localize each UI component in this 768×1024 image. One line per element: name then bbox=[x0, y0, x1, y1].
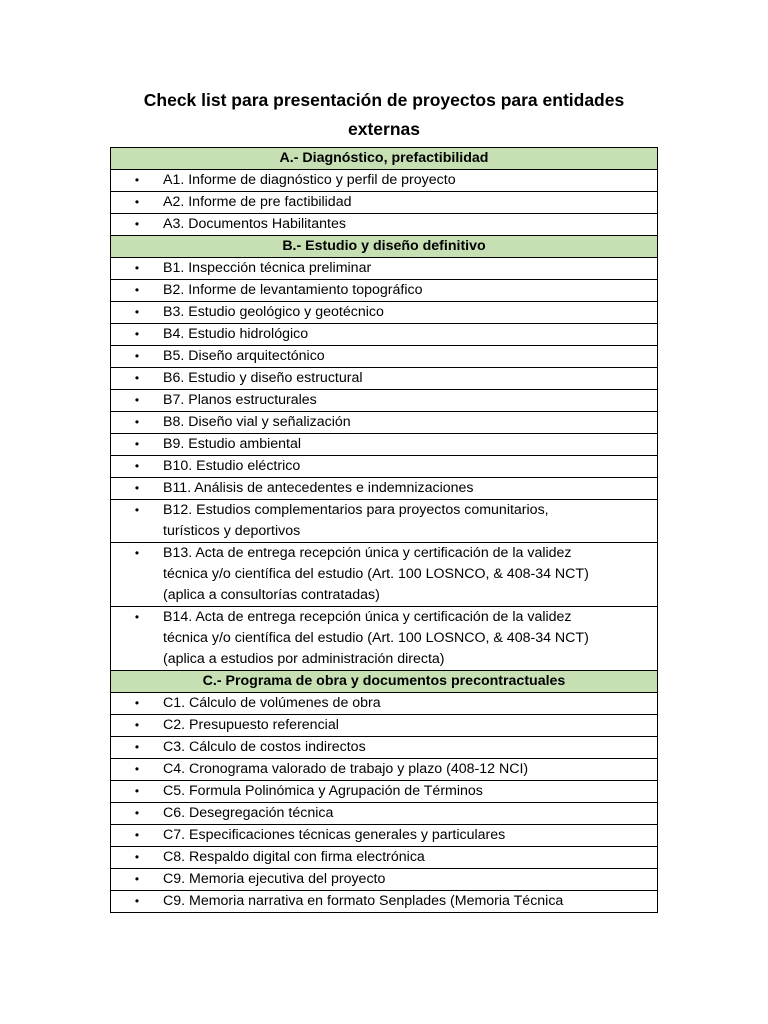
bullet-icon: • bbox=[134, 784, 140, 798]
checklist-item-row bbox=[111, 324, 658, 346]
checklist-item-text bbox=[163, 346, 657, 367]
checklist-item-cell bbox=[111, 803, 658, 825]
checklist-item-cell bbox=[111, 825, 658, 847]
checklist-item-text bbox=[163, 869, 657, 890]
checklist-item-text bbox=[163, 607, 657, 670]
item-text-line: B4. Estudio hidrológico bbox=[163, 326, 309, 342]
item-text-line: A1. Informe de diagnóstico y perfil de proyecto bbox=[163, 172, 456, 188]
checklist-item-text bbox=[163, 170, 657, 191]
checklist-item-row bbox=[111, 737, 658, 759]
checklist-item-row bbox=[111, 759, 658, 781]
section-header-row bbox=[111, 236, 658, 258]
bullet-icon: • bbox=[134, 610, 140, 624]
checklist-item-text bbox=[163, 478, 657, 499]
checklist-item-cell bbox=[111, 324, 658, 346]
checklist-item-row bbox=[111, 803, 658, 825]
checklist-item-text bbox=[163, 324, 657, 345]
checklist-item-row bbox=[111, 280, 658, 302]
checklist-item-cell bbox=[111, 715, 658, 737]
checklist-item-text bbox=[163, 847, 657, 868]
checklist-item-cell bbox=[111, 693, 658, 715]
bullet-icon: • bbox=[134, 481, 140, 495]
title-line-2: externas bbox=[348, 119, 420, 139]
checklist-item-row bbox=[111, 825, 658, 847]
checklist-item-row bbox=[111, 781, 658, 803]
checklist-item-cell bbox=[111, 434, 658, 456]
item-text-line: técnica y/o científica del estudio (Art. 100 LOSNCO, & 408-34 NCT) bbox=[163, 630, 589, 646]
checklist-item-cell bbox=[111, 500, 658, 543]
checklist-item-row bbox=[111, 891, 658, 913]
checklist-item-text bbox=[163, 280, 657, 301]
checklist-item-row bbox=[111, 390, 658, 412]
document-title bbox=[110, 86, 658, 144]
checklist-item-cell bbox=[111, 607, 658, 671]
checklist-item-row bbox=[111, 346, 658, 368]
checklist-item-row bbox=[111, 607, 658, 671]
section-heading: A.- Diagnóstico, prefactibilidad bbox=[111, 148, 658, 170]
checklist-item-text bbox=[163, 825, 657, 846]
checklist-item-row bbox=[111, 715, 658, 737]
bullet-icon: • bbox=[134, 173, 140, 187]
checklist-item-row bbox=[111, 302, 658, 324]
item-text-line: A3. Documentos Habilitantes bbox=[163, 216, 346, 232]
bullet-icon: • bbox=[134, 371, 140, 385]
section-heading: B.- Estudio y diseño definitivo bbox=[111, 236, 658, 258]
checklist-item-text bbox=[163, 214, 657, 235]
bullet-icon: • bbox=[134, 283, 140, 297]
item-text-line: B13. Acta de entrega recepción única y certificación de la validez bbox=[163, 545, 572, 561]
checklist-item-text bbox=[163, 302, 657, 323]
checklist-item-cell bbox=[111, 170, 658, 192]
checklist-item-cell bbox=[111, 759, 658, 781]
item-text-line: B2. Informe de levantamiento topográfico bbox=[163, 282, 423, 298]
checklist-item-cell bbox=[111, 302, 658, 324]
checklist-item-cell bbox=[111, 781, 658, 803]
bullet-icon: • bbox=[134, 437, 140, 451]
checklist-item-cell bbox=[111, 456, 658, 478]
checklist-item-row bbox=[111, 693, 658, 715]
item-text-line: C8. Respaldo digital con firma electrónica bbox=[163, 849, 425, 865]
checklist-item-row bbox=[111, 869, 658, 891]
item-text-line: (aplica a estudios por administración directa) bbox=[163, 651, 445, 667]
item-text-line: C4. Cronograma valorado de trabajo y plazo (408-12 NCI) bbox=[163, 761, 529, 777]
item-text-line: B11. Análisis de antecedentes e indemnizaciones bbox=[163, 480, 474, 496]
section-header-row bbox=[111, 671, 658, 693]
title-line-1: Check list para presentación de proyectos para entidades bbox=[143, 90, 625, 110]
checklist-item-row bbox=[111, 543, 658, 607]
item-text-line: B12. Estudios complementarios para proyectos comunitarios, bbox=[163, 502, 549, 518]
checklist-item-cell bbox=[111, 192, 658, 214]
item-text-line: B8. Diseño vial y señalización bbox=[163, 414, 351, 430]
bullet-icon: • bbox=[134, 327, 140, 341]
bullet-icon: • bbox=[134, 696, 140, 710]
checklist-item-cell bbox=[111, 869, 658, 891]
item-text-line: C2. Presupuesto referencial bbox=[163, 717, 339, 733]
checklist-item-text bbox=[163, 412, 657, 433]
item-text-line: C7. Especificaciones técnicas generales y particulares bbox=[163, 827, 506, 843]
checklist-item-cell bbox=[111, 346, 658, 368]
item-text-line: C1. Cálculo de volúmenes de obra bbox=[163, 695, 381, 711]
checklist-item-row bbox=[111, 456, 658, 478]
checklist-item-text bbox=[163, 192, 657, 213]
item-text-line: B5. Diseño arquitectónico bbox=[163, 348, 325, 364]
checklist-item-cell bbox=[111, 891, 658, 913]
bullet-icon: • bbox=[134, 546, 140, 560]
checklist-item-row bbox=[111, 478, 658, 500]
checklist-item-text bbox=[163, 693, 657, 714]
bullet-icon: • bbox=[134, 459, 140, 473]
item-text-line: C5. Formula Polinómica y Agrupación de Términos bbox=[163, 783, 483, 799]
checklist-item-cell bbox=[111, 847, 658, 869]
bullet-icon: • bbox=[134, 393, 140, 407]
item-text-line: C6. Desegregación técnica bbox=[163, 805, 334, 821]
checklist-item-text bbox=[163, 737, 657, 758]
checklist-item-text bbox=[163, 500, 657, 542]
checklist-item-cell bbox=[111, 214, 658, 236]
bullet-icon: • bbox=[134, 850, 140, 864]
bullet-icon: • bbox=[134, 740, 140, 754]
bullet-icon: • bbox=[134, 872, 140, 886]
checklist-item-text bbox=[163, 891, 657, 912]
bullet-icon: • bbox=[134, 195, 140, 209]
checklist-item-row bbox=[111, 192, 658, 214]
item-text-line: técnica y/o científica del estudio (Art. 100 LOSNCO, & 408-34 NCT) bbox=[163, 566, 589, 582]
item-text-line: B10. Estudio eléctrico bbox=[163, 458, 301, 474]
bullet-icon: • bbox=[134, 217, 140, 231]
bullet-icon: • bbox=[134, 762, 140, 776]
section-header-row bbox=[111, 148, 658, 170]
bullet-icon: • bbox=[134, 828, 140, 842]
item-text-line: B3. Estudio geológico y geotécnico bbox=[163, 304, 384, 320]
checklist-item-row bbox=[111, 214, 658, 236]
item-text-line: (aplica a consultorías contratadas) bbox=[163, 587, 380, 603]
bullet-icon: • bbox=[134, 261, 140, 275]
checklist-item-row bbox=[111, 170, 658, 192]
item-text-line: C9. Memoria ejecutiva del proyecto bbox=[163, 871, 386, 887]
checklist-item-row bbox=[111, 500, 658, 543]
checklist-item-text bbox=[163, 715, 657, 736]
checklist-item-text bbox=[163, 258, 657, 279]
checklist-item-row bbox=[111, 368, 658, 390]
bullet-icon: • bbox=[134, 503, 140, 517]
bullet-icon: • bbox=[134, 349, 140, 363]
bullet-icon: • bbox=[134, 806, 140, 820]
checklist-item-row bbox=[111, 412, 658, 434]
bullet-icon: • bbox=[134, 718, 140, 732]
checklist-item-row bbox=[111, 847, 658, 869]
checklist-item-text bbox=[163, 803, 657, 824]
bullet-icon: • bbox=[134, 305, 140, 319]
checklist-item-text bbox=[163, 434, 657, 455]
item-text-line: C3. Cálculo de costos indirectos bbox=[163, 739, 366, 755]
item-text-line: B1. Inspección técnica preliminar bbox=[163, 260, 372, 276]
checklist-item-text bbox=[163, 368, 657, 389]
checklist-item-row bbox=[111, 434, 658, 456]
checklist-item-cell bbox=[111, 280, 658, 302]
bullet-icon: • bbox=[134, 894, 140, 908]
checklist-item-text bbox=[163, 759, 657, 780]
checklist-item-cell bbox=[111, 478, 658, 500]
checklist-item-text bbox=[163, 456, 657, 477]
checklist-item-cell bbox=[111, 368, 658, 390]
checklist-table bbox=[110, 147, 658, 913]
section-heading: C.- Programa de obra y documentos precontractuales bbox=[111, 671, 658, 693]
bullet-icon: • bbox=[134, 415, 140, 429]
item-text-line: turísticos y deportivos bbox=[163, 523, 301, 539]
item-text-line: B9. Estudio ambiental bbox=[163, 436, 302, 452]
item-text-line: B6. Estudio y diseño estructural bbox=[163, 370, 363, 386]
item-text-line: C9. Memoria narrativa en formato Senplades (Memoria Técnica bbox=[163, 893, 564, 909]
checklist-item-cell bbox=[111, 543, 658, 607]
checklist-item-text bbox=[163, 390, 657, 411]
item-text-line: B7. Planos estructurales bbox=[163, 392, 317, 408]
checklist-item-cell bbox=[111, 737, 658, 759]
checklist-item-cell bbox=[111, 390, 658, 412]
checklist-item-cell bbox=[111, 258, 658, 280]
item-text-line: A2. Informe de pre factibilidad bbox=[163, 194, 352, 210]
checklist-item-row bbox=[111, 258, 658, 280]
checklist-item-text bbox=[163, 781, 657, 802]
checklist-item-text bbox=[163, 543, 657, 606]
item-text-line: B14. Acta de entrega recepción única y certificación de la validez bbox=[163, 609, 572, 625]
checklist-item-cell bbox=[111, 412, 658, 434]
